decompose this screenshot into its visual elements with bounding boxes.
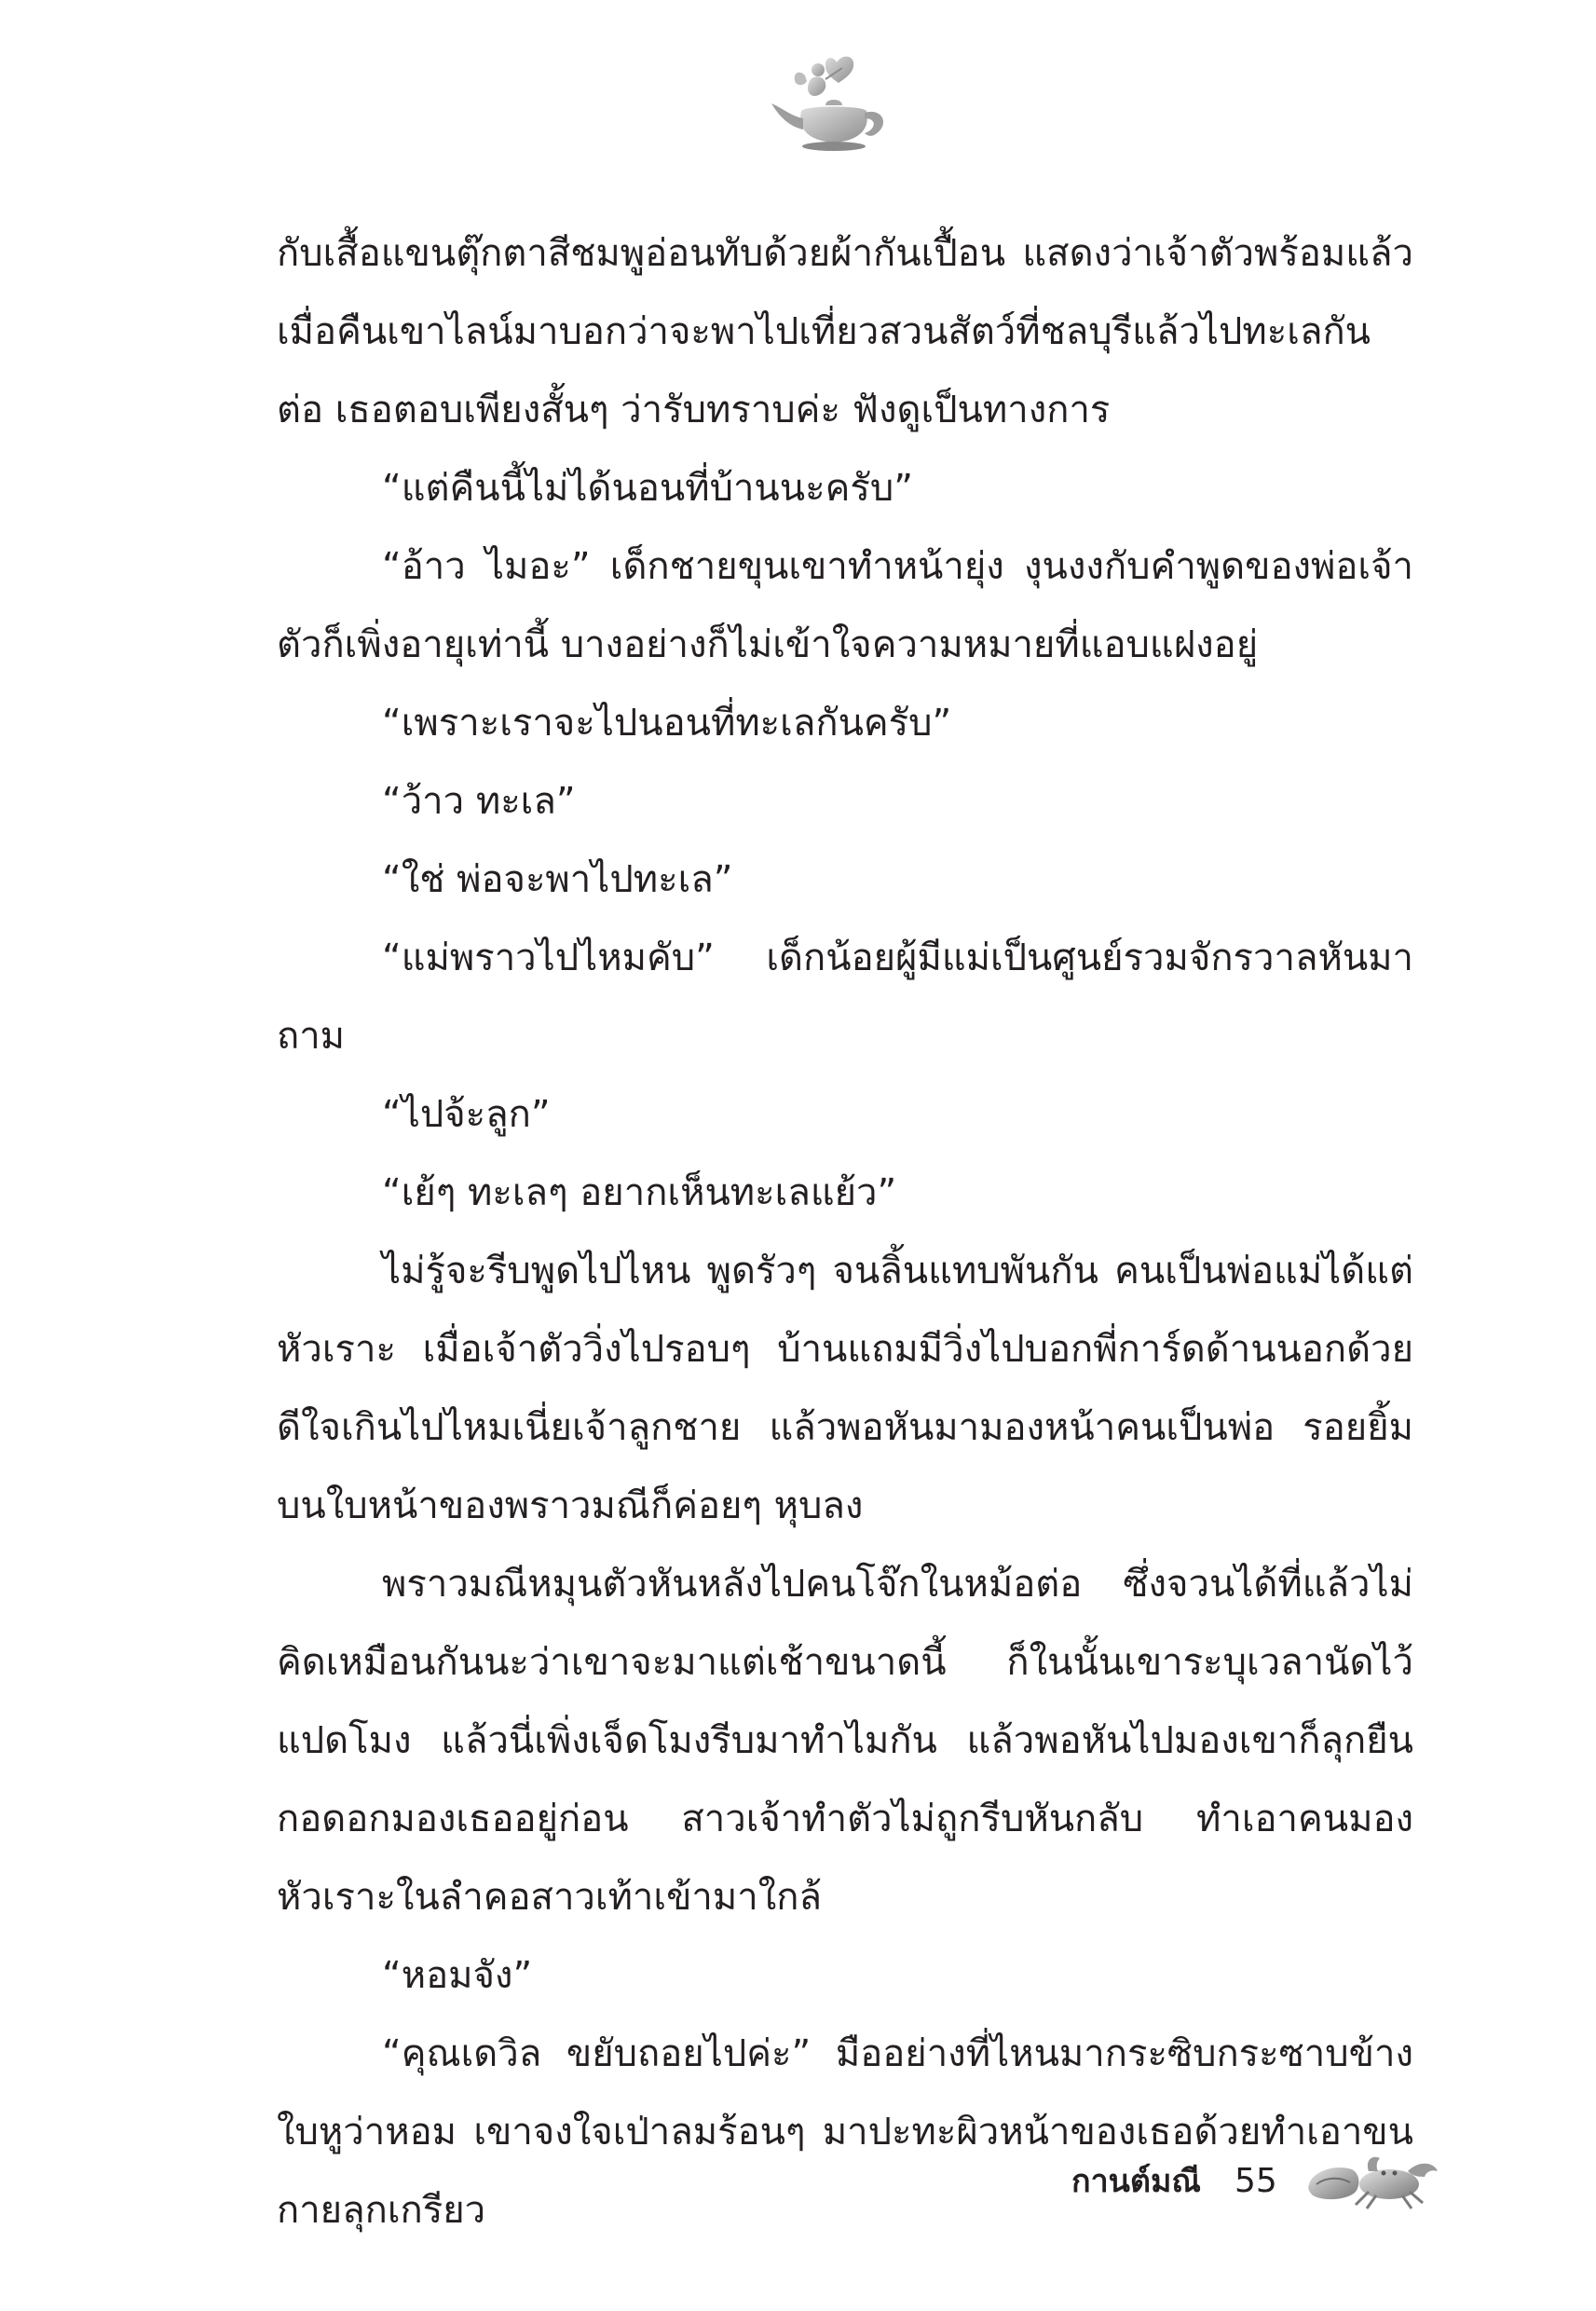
paragraph: “คุณเดวิล ขยับถอยไปค่ะ” มืออย่างที่ไหนมากระซิบกระซาบข้างใบหูว่าหอม เขาจงใจเป่าลมร้อนๆ มาปะทะผิวหน้าของเธอด้วยทำเอาขนกายลุกเกรียว [277,2032,1413,2232]
body-text [277,214,1413,2249]
paragraph: “ไปจ้ะลูก” [382,1093,551,1136]
paragraph: “แต่คืนนี้ไม่ได้นอนที่บ้านนะครับ” [382,467,913,510]
page-footer [1071,2143,1443,2218]
teapot-cupid-ornament-icon [764,51,904,163]
paragraph: “ว้าว ทะเล” [382,780,576,823]
paragraph: พราวมณีหมุนตัวหันหลังไปคนโจ๊กในหม้อต่อ ซึ่งจวนได้ที่แล้วไม่คิดเหมือนกันนะว่าเขาจะมาแต่เช้าขนาดนี้ ก็ในนั้นเขาระบุเวลานัดไว้แปดโมง แล้วนี่เพิ่งเจ็ดโมงรีบมาทำไมกัน แล้วพอหันไปมองเขาก็ลุกยืนกอดอกมองเธออยู่ก่อน สาวเจ้าทำตัวไม่ถูกรีบหันกลับ ทำเอาคนมองหัวเราะในลำคอสาวเท้าเข้ามาใกล้ [277,1563,1413,1919]
paragraph: “อ้าว ไมอะ” เด็กชายขุนเขาทำหน้ายุ่ง งุนงงกับคำพูดของพ่อเจ้าตัวก็เพิ่งอายุเท่านี้ บางอย่างก็ไม่เข้าใจความหมายที่แอบแฝงอยู่ [277,545,1413,666]
paragraph: “เย้ๆ ทะเลๆ อยากเห็นทะเลแย้ว” [382,1171,897,1214]
book-title: กานต์มณี [1071,2163,1201,2200]
paragraph: “เพราะเราจะไปนอนที่ทะเลกันครับ” [382,702,952,745]
paragraph: “แม่พราวไปไหมคับ” เด็กน้อยผู้มีแม่เป็นศูนย์รวมจักรวาลหันมาถาม [277,937,1413,1058]
paragraph: “ใช่ พ่อจะพาไปทะเล” [382,858,733,901]
page-number: 55 [1234,2161,1277,2200]
crab-ornament-icon [1303,2143,1443,2218]
paragraph: กับเสื้อแขนตุ๊กตาสีชมพูอ่อนทับด้วยผ้ากันเปื้อน แสดงว่าเจ้าตัวพร้อมแล้ว เมื่อคืนเขาไลน์มาบอกว่าจะพาไปเที่ยวสวนสัตว์ที่ชลบุรีแล้วไปทะเลกันต่อ เธอตอบเพียงสั้นๆ ว่ารับทราบค่ะ ฟังดูเป็นทางการ [277,232,1413,431]
paragraph: “หอมจัง” [382,1954,533,1997]
paragraph: ไม่รู้จะรีบพูดไปไหน พูดรัวๆ จนลิ้นแทบพันกัน คนเป็นพ่อแม่ได้แต่หัวเราะ เมื่อเจ้าตัววิ่งไปรอบๆ บ้านแถมมีวิ่งไปบอกพี่การ์ดด้านนอกด้วย ดีใจเกินไปไหมเนี่ยเจ้าลูกชาย แล้วพอหันมามองหน้าคนเป็นพ่อ รอยยิ้มบนใบหน้าของพราวมณีก็ค่อยๆ หุบลง [277,1250,1413,1527]
